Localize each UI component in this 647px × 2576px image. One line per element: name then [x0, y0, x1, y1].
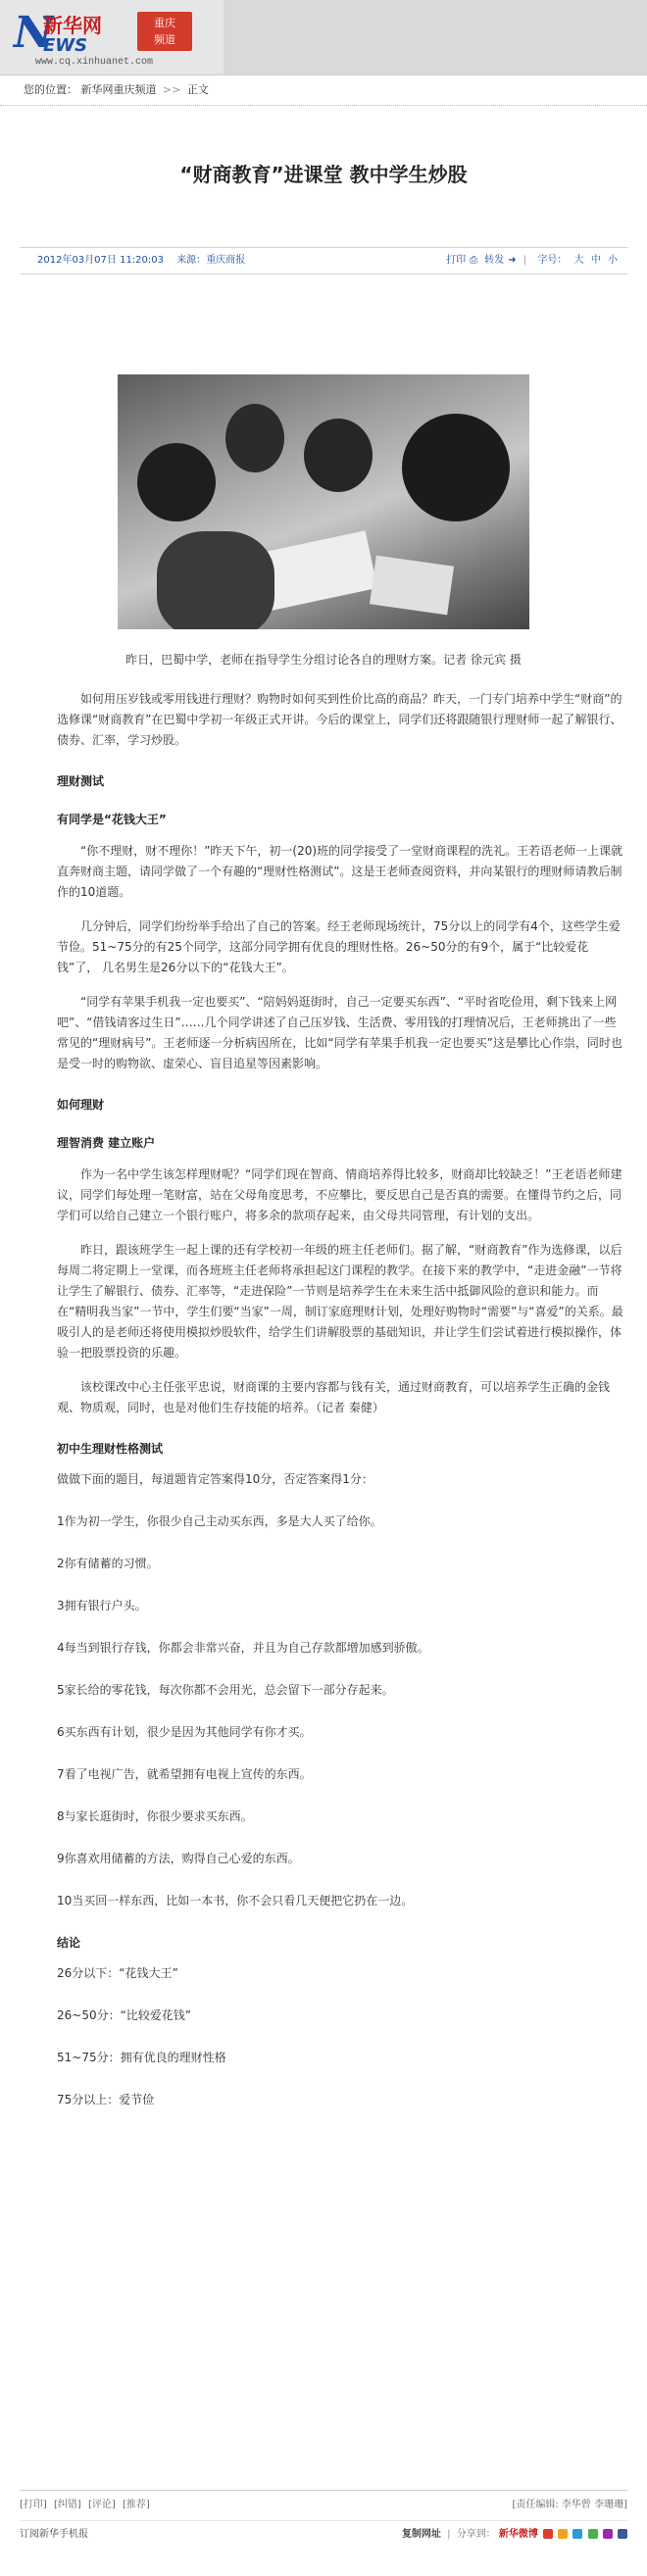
header-banner — [224, 0, 647, 74]
footer-recommend-link[interactable]: [推荐] — [123, 2500, 150, 2510]
responsible-editor: [责任编辑: 李华曾 李珊珊] — [512, 2500, 627, 2510]
font-size-label: 字号： — [537, 255, 568, 266]
article-datetime: 2012年03月07日 11:20:03 — [37, 255, 164, 266]
share-qzone-icon[interactable] — [558, 2529, 568, 2539]
breadcrumb-home-link[interactable]: 新华网重庆频道 — [80, 83, 157, 96]
share-tencent-icon[interactable] — [572, 2529, 582, 2539]
font-size-medium[interactable]: 中 — [590, 255, 601, 266]
print-link[interactable]: 打印 — [446, 255, 467, 266]
article-source: 重庆商报 — [206, 255, 246, 266]
result-item: 26~50分：“比较爱花钱” — [57, 2008, 192, 2022]
quiz-item: 5家长给的零花钱，每次你都不会用光，总会留下一部分存起来。 — [57, 1683, 394, 1697]
article-tools: 打印 ⎙ 转发 ➜ | 字号： 大 中 小 — [446, 255, 618, 266]
quiz-item: 4每当到银行存钱，你都会非常兴奋，并且为自己存款都增加感到骄傲。 — [57, 1641, 429, 1655]
channel-badge-line2: 频道 — [154, 33, 175, 46]
subscribe-link[interactable]: 订阅新华手机报 — [20, 2529, 88, 2540]
site-url: www.cq.xinhuanet.com — [35, 57, 154, 68]
quiz-item: 1作为初一学生，你很少自己主动买东西，多是大人买了给你。 — [57, 1514, 382, 1528]
quiz-item: 2你有储蓄的习惯。 — [57, 1557, 159, 1570]
paragraph-6: 该校课改中心主任张平忠说，财商课的主要内容都与钱有关，通过财商教育，可以培养学生正确的金钱观、物质观，同时，也是对他们生存技能的培养。（记者 秦健） — [57, 1380, 611, 1414]
footer-correct-link[interactable]: [纠错] — [54, 2500, 81, 2510]
share-kaixin-icon[interactable] — [603, 2529, 613, 2539]
article-body — [0, 689, 647, 2107]
result-item: 75分以上：爱节俭 — [57, 2093, 155, 2106]
font-size-large[interactable]: 大 — [573, 255, 584, 266]
share-icon[interactable]: ➜ — [508, 255, 517, 266]
breadcrumb-prefix: 您的位置： — [24, 83, 77, 96]
intro-paragraph: 如何用压岁钱或零用钱进行理财？购物时如何买到性价比高的商品？昨天，一门专门培养中学生“财商”的选修课“财商教育”在巴蜀中学初一年级正式开讲。今后的课堂上，同学们还将跟随银行理财师一起了解银行、债券、汇率，学习炒股。 — [57, 692, 622, 747]
paragraph-5: 昨日，跟该班学生一起上课的还有学校初一年级的班主任老师们。据了解，“财商教育”作为选修课，以后每周二将定期上一堂课，而各班班主任老师将承担起这门课程的教学。在接下来的教学中，“走进金融”一节将让学生了解银行、债券、汇率等，“走进保险”一节则是培养学生在未来生活中抵御风险的意识和能力。而在“精明我当家”一节中，学生们要“当家”一周，制订家庭理财计划，处理好购物时“需要”与“喜爱”的关系。最吸引人的是老师还将使用模拟炒股软件，给学生们讲解股票的基础知识，并让学生们尝试着进行模拟操作，体验一把股票投资的乐趣。 — [57, 1243, 623, 1360]
logo-letter: N — [14, 8, 54, 58]
article-meta — [20, 247, 627, 274]
source-label: 来源： — [176, 255, 207, 266]
paragraph-3: “同学有苹果手机我一定也要买”、“陪妈妈逛街时，自己一定要买东西”、“平时省吃俭用，剩下钱来上网吧”、“借钱请客过生日”……几个同学讲述了自己压岁钱、生活费、零用钱的打理情况后，王老师挑出了一些常见的“理财病号”。王老师逐一分析病因所在，比如“同学有苹果手机我一定也要买”这是攀比心作祟，同时也是受一时的购物欲、虚荣心、盲目追星等因素影响。 — [57, 995, 622, 1070]
result-item: 51~75分：拥有优良的理财性格 — [57, 2051, 226, 2064]
channel-badge-line1: 重庆 — [154, 17, 175, 29]
section-heading-test: 理财测试 — [57, 774, 105, 788]
footer-comment-link[interactable]: [评论] — [88, 2500, 116, 2510]
breadcrumb — [0, 75, 647, 106]
paragraph-4: 作为一名中学生该怎样理财呢？“同学们现在智商、情商培养得比较多，财商却比较缺乏！”王老语老师建议，同学们每处理一笔财富，站在父母角度思考，不应攀比，要反思自己是否真的需要。在懂得节约之后，同学们可以给自己建立一个银行账户，将多余的款项存起来，由父母共同管理，有计划的支出。 — [57, 1167, 622, 1222]
copy-url-link[interactable]: 复制网址 — [401, 2529, 441, 2540]
quiz-item: 9你喜欢用储蓄的方法，购得自己心爱的东西。 — [57, 1852, 300, 1865]
logo-ews: EWS — [43, 35, 88, 56]
share-weibo-icon[interactable] — [543, 2529, 553, 2539]
section-heading-result: 结论 — [57, 1936, 81, 1950]
quiz-item: 8与家长逛街时，你很少要求买东西。 — [57, 1809, 253, 1823]
breadcrumb-separator: >> — [163, 83, 181, 96]
share-xinhua-weibo[interactable]: 新华微博 — [498, 2529, 538, 2540]
site-header — [0, 0, 647, 75]
subheading-big-spender: 有同学是“花钱大王” — [57, 813, 167, 826]
article-title: “财商教育”进课堂 教中学生炒股 — [179, 163, 468, 186]
site-logo[interactable] — [14, 4, 220, 69]
breadcrumb-current: 正文 — [186, 83, 209, 96]
quiz-item: 10当买回一样东西，比如一本书，你不会只看几天便把它扔在一边。 — [57, 1894, 414, 1907]
section-heading-how: 如何理财 — [57, 1098, 105, 1112]
logo-brand: 新华网 — [43, 14, 102, 37]
subheading-account: 理智消费 建立账户 — [57, 1136, 156, 1150]
share-label: 分享到： — [456, 2529, 496, 2540]
share-renren-icon[interactable] — [588, 2529, 598, 2539]
paragraph-2: 几分钟后，同学们纷纷举手给出了自己的答案。经王老师现场统计，75分以上的同学有4个，这些学生爱节俭。51~75分的有25个同学，这部分同学拥有优良的理财性格。26~50分的有9个，属于“比较爱花钱”了， 几名男生是26分以下的“花钱大王”。 — [57, 919, 621, 974]
article-photo — [118, 374, 529, 629]
channel-badge — [137, 12, 192, 51]
article-footer — [20, 2490, 627, 2549]
paragraph-1: “你不理财，财不理你！”昨天下午，初一(20)班的同学接受了一堂财商课程的洗礼。王若语老师一上课就直奔财商主题，请同学做了一个有趣的“理财性格测试”。这是王老师查阅资料，并向某银行的理财师请教后制作的10道题。 — [57, 844, 623, 899]
quiz-item: 6买东西有计划，很少是因为其他同学有你才买。 — [57, 1725, 312, 1739]
section-heading-quiz: 初中生理财性格测试 — [57, 1442, 164, 1456]
footer-share-row — [20, 2520, 627, 2549]
share-bar: 复制网址 | 分享到： 新华微博 — [402, 2521, 627, 2549]
share-link[interactable]: 转发 — [484, 255, 505, 266]
quiz-item: 7看了电视广告，就希望拥有电视上宣传的东西。 — [57, 1767, 312, 1781]
footer-print-link[interactable]: [打印] — [20, 2500, 47, 2510]
share-more-icon[interactable] — [618, 2529, 627, 2539]
print-icon[interactable]: ⎙ — [470, 255, 478, 266]
font-size-small[interactable]: 小 — [608, 255, 618, 266]
quiz-item: 3拥有银行户头。 — [57, 1599, 147, 1612]
quiz-intro: 做做下面的题目，每道题肯定答案得10分，否定答案得1分： — [57, 1472, 373, 1486]
photo-caption: 昨日，巴蜀中学，老师在指导学生分组讨论各自的理财方案。记者 徐元宾 摄 — [125, 653, 522, 667]
result-item: 26分以下：“花钱大王” — [57, 1966, 178, 1980]
footer-actions — [20, 2491, 627, 2520]
